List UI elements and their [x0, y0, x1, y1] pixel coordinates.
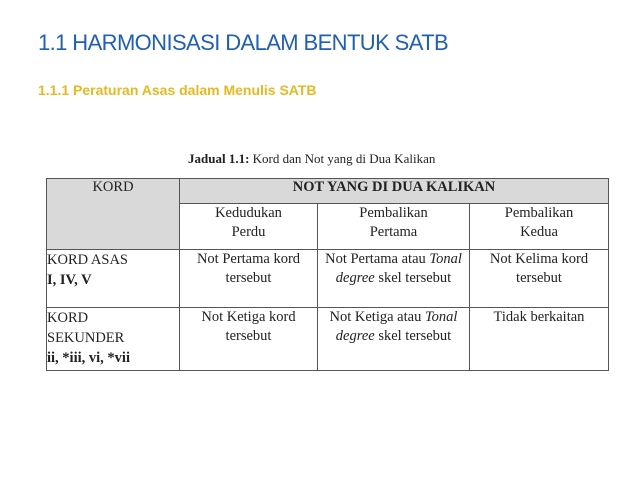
table-cell — [180, 250, 318, 308]
cell-text: Tidak berkaitan — [493, 309, 585, 325]
table-row — [47, 250, 609, 308]
subheader-second-inversion — [470, 204, 609, 250]
cell-text: Not Ketiga atau — [329, 309, 425, 325]
row-label-line: SEKUNDER — [47, 330, 125, 346]
cell-text: Not Kelima kord tersebut — [489, 251, 589, 286]
caption-label: Jadual 1.1: — [188, 151, 250, 166]
roman-numerals: ii, *iii, vi, *vii — [47, 350, 130, 366]
cell-text: skel tersebut — [374, 270, 452, 286]
cell-italic-term: Tonal degree — [335, 309, 458, 344]
cell-text: Not Pertama kord tersebut — [196, 251, 301, 286]
section-subtitle: 1.1.1 Peraturan Asas dalam Menulis SATB — [38, 82, 317, 98]
cell-text: Not Pertama atau — [325, 251, 430, 267]
subheader-first-inversion — [318, 204, 470, 250]
kord-table — [46, 178, 609, 371]
row-label-secondary-chords — [47, 308, 180, 371]
row-label-line: KORD — [47, 310, 89, 326]
cell-text: Not Ketiga kord tersebut — [201, 309, 296, 344]
subheader-line: Pertama — [369, 224, 418, 240]
table-cell — [470, 250, 609, 308]
caption-text: Kord dan Not yang di Dua Kalikan — [249, 151, 436, 166]
subheader-line: Kedua — [520, 224, 558, 240]
subheader-line: Pembalikan — [504, 205, 574, 221]
subheader-root-position — [180, 204, 318, 250]
row-label-line: KORD ASAS — [47, 252, 128, 268]
table-header-row — [47, 179, 609, 204]
table-cell — [318, 250, 470, 308]
table-cell — [470, 308, 609, 371]
table-caption — [188, 151, 435, 167]
subheader-line: Kedudukan — [215, 205, 282, 221]
table-cell — [318, 308, 470, 371]
subheader-line: Perdu — [231, 224, 266, 240]
table-cell — [180, 308, 318, 371]
table-row — [47, 308, 609, 371]
cell-italic-term: Tonal degree — [335, 251, 462, 286]
kord-column-header: KORD — [47, 179, 180, 250]
page-title: 1.1 HARMONISASI DALAM BENTUK SATB — [38, 30, 449, 55]
cell-text: skel tersebut — [374, 328, 452, 344]
subheader-line: Pembalikan — [359, 205, 428, 221]
roman-numerals: I, IV, V — [47, 272, 92, 288]
row-label-primary-chords — [47, 250, 180, 308]
doubled-notes-group-header: NOT YANG DI DUA KALIKAN — [180, 179, 609, 204]
